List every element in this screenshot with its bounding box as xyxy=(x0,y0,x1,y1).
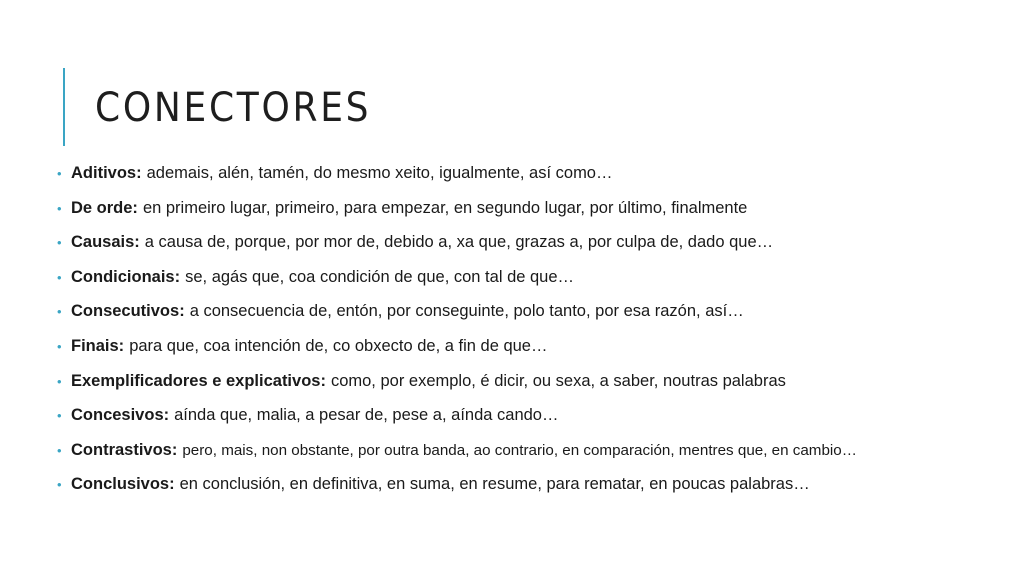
bullet-icon: • xyxy=(57,269,62,285)
item-term: Condicionais: xyxy=(71,267,181,286)
item-description: ademais, alén, tamén, do mesmo xeito, igualmente, así como… xyxy=(146,164,613,182)
list-item-exemplificadores xyxy=(57,372,1017,407)
item-term: Consecutivos: xyxy=(71,302,185,321)
bullet-icon: • xyxy=(57,200,62,216)
bullet-icon: • xyxy=(57,166,62,181)
item-description: para que, coa intención de, co obxecto de, a fin de que… xyxy=(129,336,548,355)
bullet-icon: • xyxy=(57,442,62,458)
item-term: Finais: xyxy=(71,336,125,355)
bullet-icon: • xyxy=(57,373,62,389)
item-description: se, agás que, coa condición de que, con tal de que… xyxy=(185,267,575,286)
list-item-finais xyxy=(57,337,1017,372)
bullet-icon: • xyxy=(57,408,62,424)
bullet-icon: • xyxy=(57,477,62,493)
item-description: como, por exemplo, é dicir, ou sexa, a saber, noutras palabras xyxy=(330,371,786,390)
item-term: Aditivos: xyxy=(71,164,142,182)
item-description: a causa de, porque, por mor de, debido a, xa que, grazas a, por culpa de, dado que… xyxy=(144,233,774,252)
item-term: Concesivos: xyxy=(71,406,170,425)
item-description: en primeiro lugar, primeiro, para empezar, en segundo lugar, por último, finalmente xyxy=(142,198,748,217)
slide-title: CONECTORES xyxy=(95,85,372,131)
bullet-icon: • xyxy=(57,338,62,354)
title-accent-bar xyxy=(63,68,65,146)
item-term: Conclusivos: xyxy=(71,475,175,494)
bullet-icon: • xyxy=(57,235,62,251)
item-description: aínda que, malia, a pesar de, pese a, aínda cando… xyxy=(174,406,559,425)
item-description: a consecuencia de, entón, por conseguinte, polo tanto, por esa razón, así… xyxy=(189,302,744,321)
list-item-consecutivos xyxy=(57,302,1017,337)
connector-list xyxy=(57,164,1017,510)
list-item-conclusivos xyxy=(57,475,1017,510)
item-description: en conclusión, en definitiva, en suma, en resume, para rematar, en poucas palabras… xyxy=(179,475,810,494)
list-item-causais xyxy=(57,233,1017,268)
bullet-icon: • xyxy=(57,304,62,320)
list-item-condicionais xyxy=(57,268,1017,303)
list-item-concesivos xyxy=(57,406,1017,441)
item-description: pero, mais, non obstante, por outra banda, ao contrario, en comparación, mentres que, en cambio… xyxy=(182,441,857,459)
list-item-aditivos xyxy=(57,164,1017,199)
item-term: De orde: xyxy=(71,198,138,217)
item-term: Exemplificadores e explicativos: xyxy=(71,371,326,390)
list-item-de-orde xyxy=(57,199,1017,234)
item-term: Contrastivos: xyxy=(71,440,178,459)
list-item-contrastivos xyxy=(57,441,1017,476)
item-term: Causais: xyxy=(71,233,140,252)
